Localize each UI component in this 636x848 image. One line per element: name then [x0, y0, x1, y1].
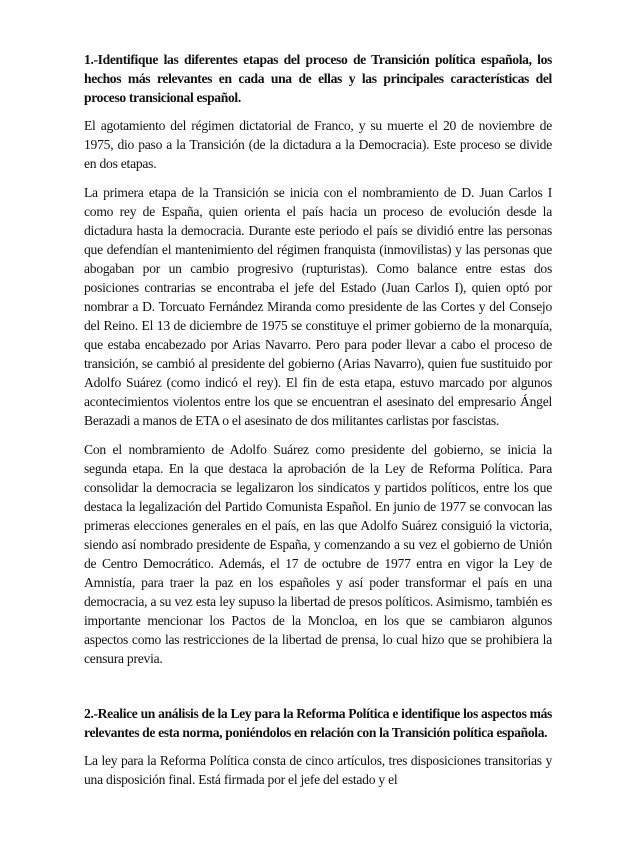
section-spacer — [84, 678, 552, 704]
document-body — [84, 50, 552, 799]
section-2-paragraph-1: La ley para la Reforma Política consta de cinco artículos, tres disposiciones transitorias y una disposición final. Está firmada por el jefe del estado y el — [84, 753, 552, 787]
section-1-paragraph-1: El agotamiento del régimen dictatorial de Franco, y su muerte el 20 de noviembre de 1975, dio paso a la Transición (de la dictadura a la Democracia). Este proceso se divide en dos etapas. — [84, 118, 552, 171]
section-2-heading: 2.-Realice un análisis de la Ley para la Reforma Política e identifique los aspectos más relevantes de esta norma, poniéndolos en relación con la Transición política española. — [84, 706, 552, 740]
section-1-heading: 1.-Identifique las diferentes etapas del proceso de Transición política española, los hechos más relevantes en cada una de ellas y las principales características del proceso transicional español. — [84, 52, 552, 105]
section-1-paragraph-3: Con el nombramiento de Adolfo Suárez como presidente del gobierno, se inicia la segunda etapa. En la que destaca la aprobación de la Ley de Reforma Política. Para consolidar la democracia se legalizaron los sindicatos y partidos políticos, entre los que destaca la legalización del Partido Comunista Español. En junio de 1977 se convocan las primeras elecciones generales en el país, en las que Adolfo Suárez consiguió la victoria, siendo así nombrado presidente de España, y comenzando a su vez el gobierno de Unión de Centro Democrático. Además, el 17 de octubre de 1977 entra en vigor la Ley de Amnistía, para traer la paz en los españoles y así poder transformar el país en una democracia, a su vez esta ley supuso la libertad de presos políticos. Asimismo, también es importante mencionar los Pactos de la Moncloa, en los que se cambiaron algunos aspectos como las restricciones de la libertad de prensa, lo cual hizo que se prohibiera la censura previa. — [84, 442, 552, 666]
section-1-paragraph-2: La primera etapa de la Transición se inicia con el nombramiento de D. Juan Carlos I como rey de España, quien orienta el país hacia un proceso de evolución desde la dictadura hasta la democracia. Durante este periodo el país se dividió entre las personas que defendían el mantenimiento del régimen franquista (inmovilistas) y las personas que abogaban por un cambio progresivo (rupturistas). Como balance entre estas dos posiciones contrarias se encontraba el jefe del Estado (Juan Carlos I), quien optó por nombrar a D. Torcuato Fernández Miranda como presidente de las Cortes y del Consejo del Reino. El 13 de diciembre de 1975 se constituye el primer gobierno de la monarquía, que estaba encabezado por Arias Navarro. Pero para poder llevar a cabo el proceso de transición, se cambió al presidente del gobierno (Arias Navarro), quien fue sustituido por Adolfo Suárez (como indicó el rey). El fin de esta etapa, estuvo marcado por algunos acontecimientos violentos entre los que se encuentran el asesinato del empresario Ángel Berazadi a manos de ETA o el asesinato de dos militantes carlistas por fascistas. — [84, 185, 552, 428]
